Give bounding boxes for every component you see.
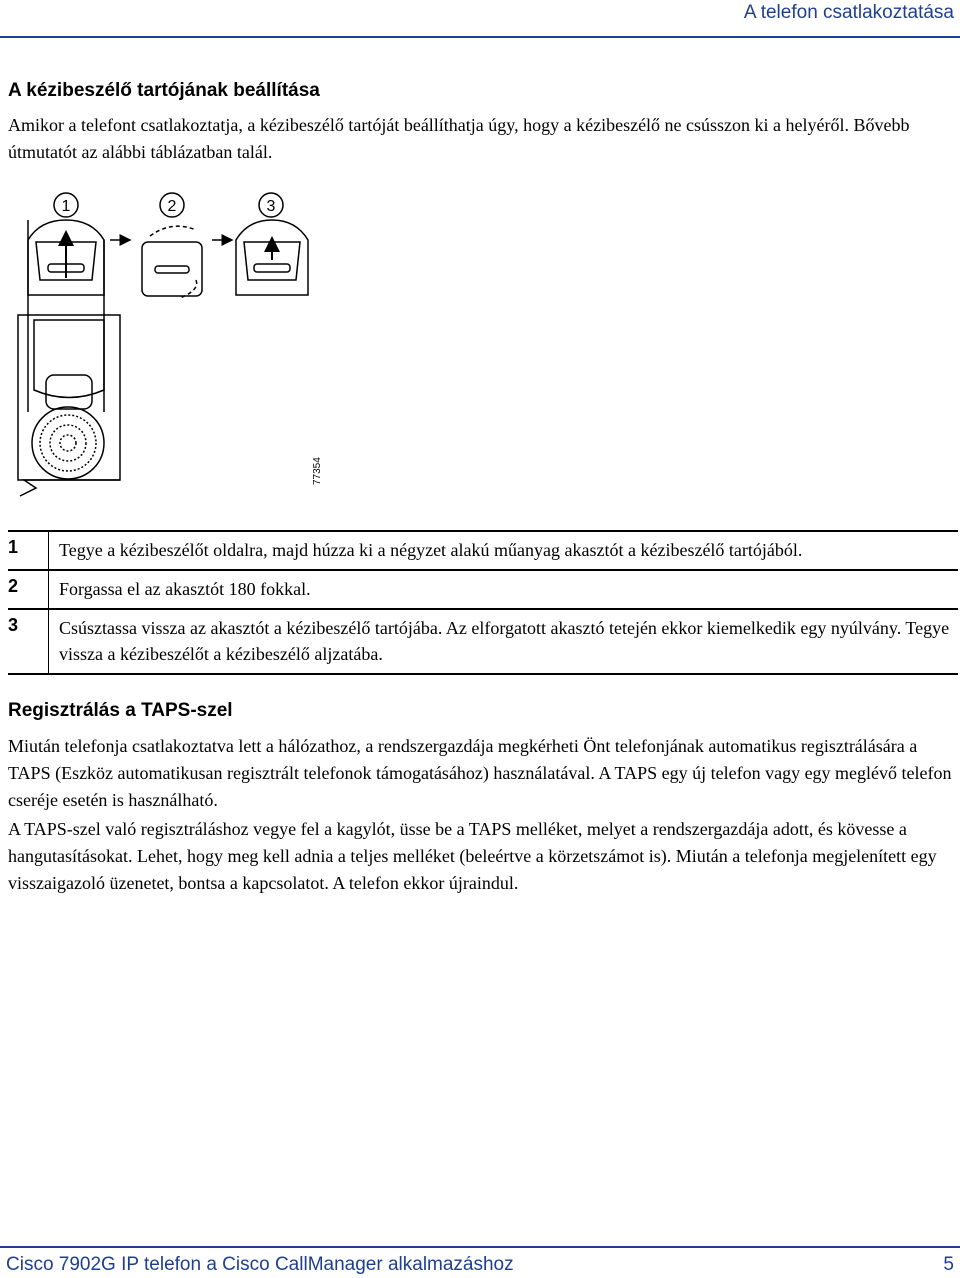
handset-rest-figure [0, 180, 340, 500]
hook-step-2-drawing [142, 226, 202, 298]
taps-paragraph-1: Miután telefonja csatlakoztatva lett a hálózathoz, a rendszergazdája megkérheti Önt telefonjának automatikus regisztrálására a TAPS (Eszköz automatikusan regisztrált telefonok támogatásához) használatával. A TAPS egy új telefon vagy egy meglévő telefon cseréje esetén is használható. [8, 736, 952, 810]
table-row [8, 609, 958, 674]
step-number: 2 [8, 576, 19, 596]
hook-step-1-drawing [28, 220, 104, 295]
running-header-title: A telefon csatlakoztatása [743, 2, 954, 23]
taps-paragraph-2: A TAPS-szel való regisztráláshoz vegye fel a kagylót, üsse be a TAPS melléket, melyet a rendszergazdája adott, és kövesse a hangutasításokat. Lehet, hogy meg kell adnia a teljes melléket (beleértve a körzetszámot is). Miután a telefonja megjelenített egy visszaigazoló üzenetet, bontsa a kapcsolatot. A telefon ekkor újraindul. [8, 819, 937, 893]
footer-title: Cisco 7902G IP telefon a Cisco CallManager alkalmazáshoz [6, 1254, 514, 1275]
step-number: 1 [8, 537, 19, 557]
steps-table [8, 530, 958, 675]
svg-text:3: 3 [266, 198, 276, 215]
page-number: 5 [943, 1254, 954, 1275]
step-number: 3 [8, 615, 19, 635]
intro-paragraph: Amikor a telefont csatlakoztatja, a kézibeszélő tartóját beállíthatja úgy, hogy a kézibeszélő ne csússzon ki a helyéről. Bővebb útmutatót az alábbi táblázatban talál. [8, 115, 910, 162]
table-row [8, 570, 958, 609]
step-description: Forgassa el az akasztót 180 fokkal. [49, 570, 959, 609]
header-rule [0, 36, 960, 38]
step-description: Csúsztassa vissza az akasztót a kézibeszélő tartójába. Az elforgatott akasztó tetején ekkor kiemelkedik egy nyúlvány. Tegye vissza a kézibeszélőt a kézibeszélő aljzatába. [49, 609, 959, 674]
table-row [8, 531, 958, 570]
hook-step-3-drawing [236, 220, 308, 295]
callout-1 [54, 193, 78, 217]
step-description: Tegye a kézibeszélőt oldalra, majd húzza ki a négyzet alakú műanyag akasztót a kézibeszélő tartójából. [49, 531, 959, 570]
callout-3 [259, 193, 283, 217]
phone-body-drawing [18, 220, 120, 496]
section-heading-handset-rest: A kézibeszélő tartójának beállítása [8, 80, 320, 101]
svg-text:1: 1 [61, 198, 71, 215]
footer-rule [0, 1246, 960, 1248]
callout-2 [160, 193, 184, 217]
section-heading-taps: Regisztrálás a TAPS-szel [8, 700, 233, 721]
figure-id-label: 77354 [312, 457, 323, 485]
svg-text:2: 2 [167, 198, 177, 215]
